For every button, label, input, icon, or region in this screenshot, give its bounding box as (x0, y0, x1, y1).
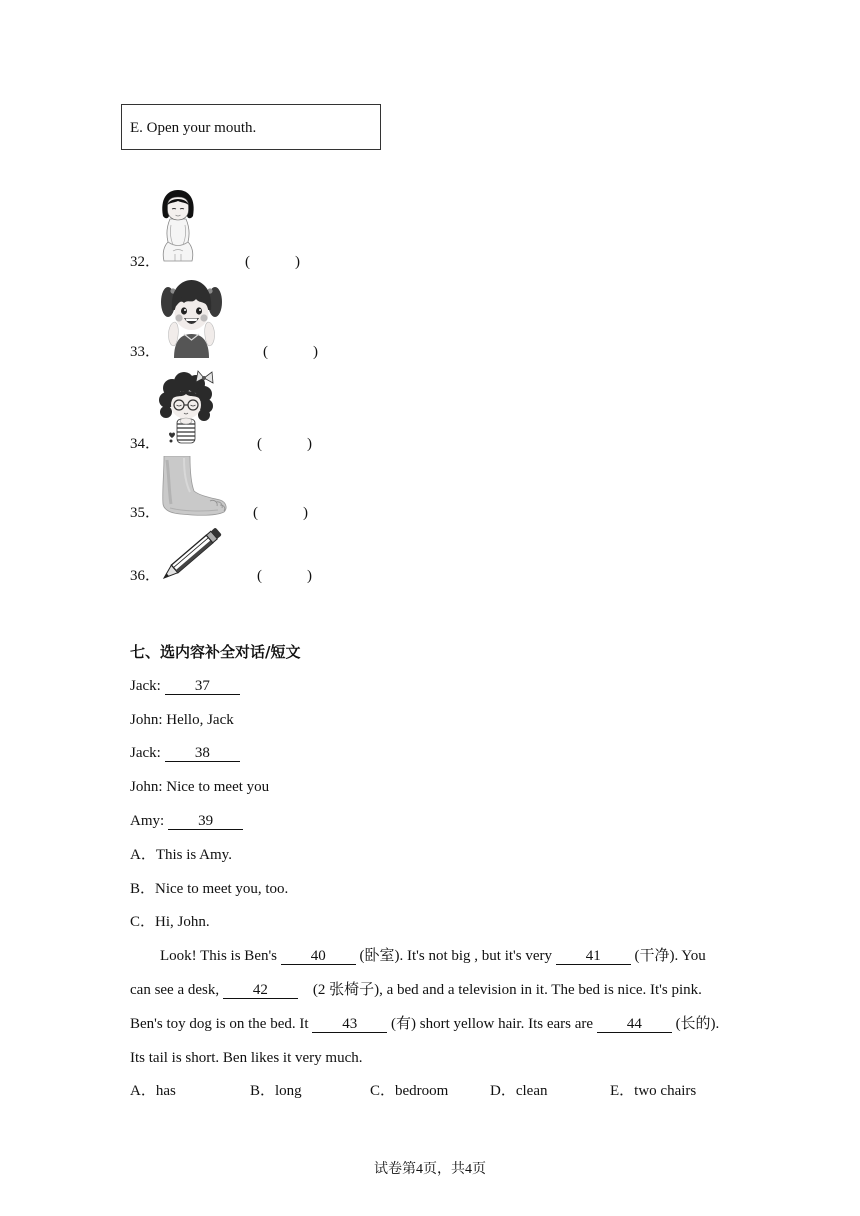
answer-blank: 38 (165, 745, 240, 762)
passage-text: Its tail is short. Ben likes it very much. (130, 1049, 363, 1066)
passage-line (130, 974, 770, 1008)
girl-body (174, 334, 209, 358)
dialogue-option-b: B．Nice to meet you, too. (130, 880, 289, 897)
answer-blank: 43 (312, 1016, 387, 1033)
dialogue-line (130, 737, 770, 771)
pencil-image (160, 527, 224, 583)
speaker: Jack: (130, 677, 161, 694)
striped-shirt (177, 418, 195, 443)
dialogue-line (130, 670, 770, 704)
speaker: Amy: (130, 812, 165, 829)
girl-body (163, 219, 193, 261)
page-footer: 试卷第4页，共4页 (374, 1162, 486, 1177)
dialogue-line (130, 805, 770, 839)
item-number: 34． (130, 436, 161, 452)
smiling-girl-image (160, 278, 223, 358)
sitting-girl-image (158, 188, 198, 263)
pencil-shape (161, 527, 222, 581)
answer-bracket: ( ) (263, 344, 318, 360)
answer-blank: 42 (223, 982, 298, 999)
answer-bracket: ( ) (253, 505, 308, 521)
passage-options (130, 1075, 770, 1109)
item-number: 32． (130, 254, 161, 270)
passage-option-b: B．long (250, 1083, 302, 1100)
passage-line (130, 1008, 770, 1042)
answer-blank: 41 (556, 948, 631, 965)
dialogue-option-c: C．Hi, John. (130, 914, 210, 931)
dialogue-option-a: A．This is Amy. (130, 846, 232, 863)
item-number: 35． (130, 505, 161, 521)
dialogue-line: John: Hello, Jack (130, 711, 234, 728)
passage-line (130, 940, 770, 974)
answer-blank: 39 (168, 813, 243, 830)
girl-face (172, 280, 211, 330)
speaker: Jack: (130, 745, 161, 762)
girl-with-glasses-image (158, 370, 216, 445)
girl-face (168, 197, 189, 220)
foot-shape (163, 456, 226, 515)
passage-text: can see a desk, (130, 981, 223, 998)
answer-blank: 37 (165, 678, 240, 695)
dialogue-line: John: Nice to meet you (130, 779, 270, 796)
small-hearts (169, 433, 175, 443)
passage-line (130, 1042, 770, 1076)
passage-text: (有) short yellow hair. Its ears are (387, 1015, 597, 1032)
answer-bracket: ( ) (257, 436, 312, 452)
option-e-text: E. Open your mouth. (130, 120, 257, 136)
passage-option-c: C．bedroom (370, 1083, 449, 1100)
section-heading: 七、选内容补全对话/短文 (130, 643, 301, 661)
option-box (121, 104, 381, 150)
passage-text: (干净). You (630, 948, 706, 965)
section-7 (130, 636, 770, 1109)
passage-text: (2 张椅子), a bed and a television in it. The bed is nice. It's pink. (297, 981, 702, 998)
passage-text: Ben's toy dog is on the bed. It (130, 1015, 313, 1032)
passage-text: (卧室). It's not big , but it's very (355, 948, 556, 965)
passage-option-d: D．clean (490, 1083, 548, 1100)
answer-bracket: ( ) (245, 254, 300, 270)
passage-option-e: E．two chairs (610, 1083, 697, 1100)
passage-text: (长的). (671, 1015, 720, 1032)
passage-text: Look! This is Ben's (160, 948, 281, 965)
answer-blank: 44 (597, 1016, 672, 1033)
answer-bracket: ( ) (257, 568, 312, 584)
girl-face (171, 391, 201, 419)
answer-blank: 40 (281, 948, 356, 965)
passage-option-a: A．has (130, 1083, 176, 1100)
foot-image (160, 456, 228, 518)
item-number: 36． (130, 568, 161, 584)
item-number: 33． (130, 344, 161, 360)
